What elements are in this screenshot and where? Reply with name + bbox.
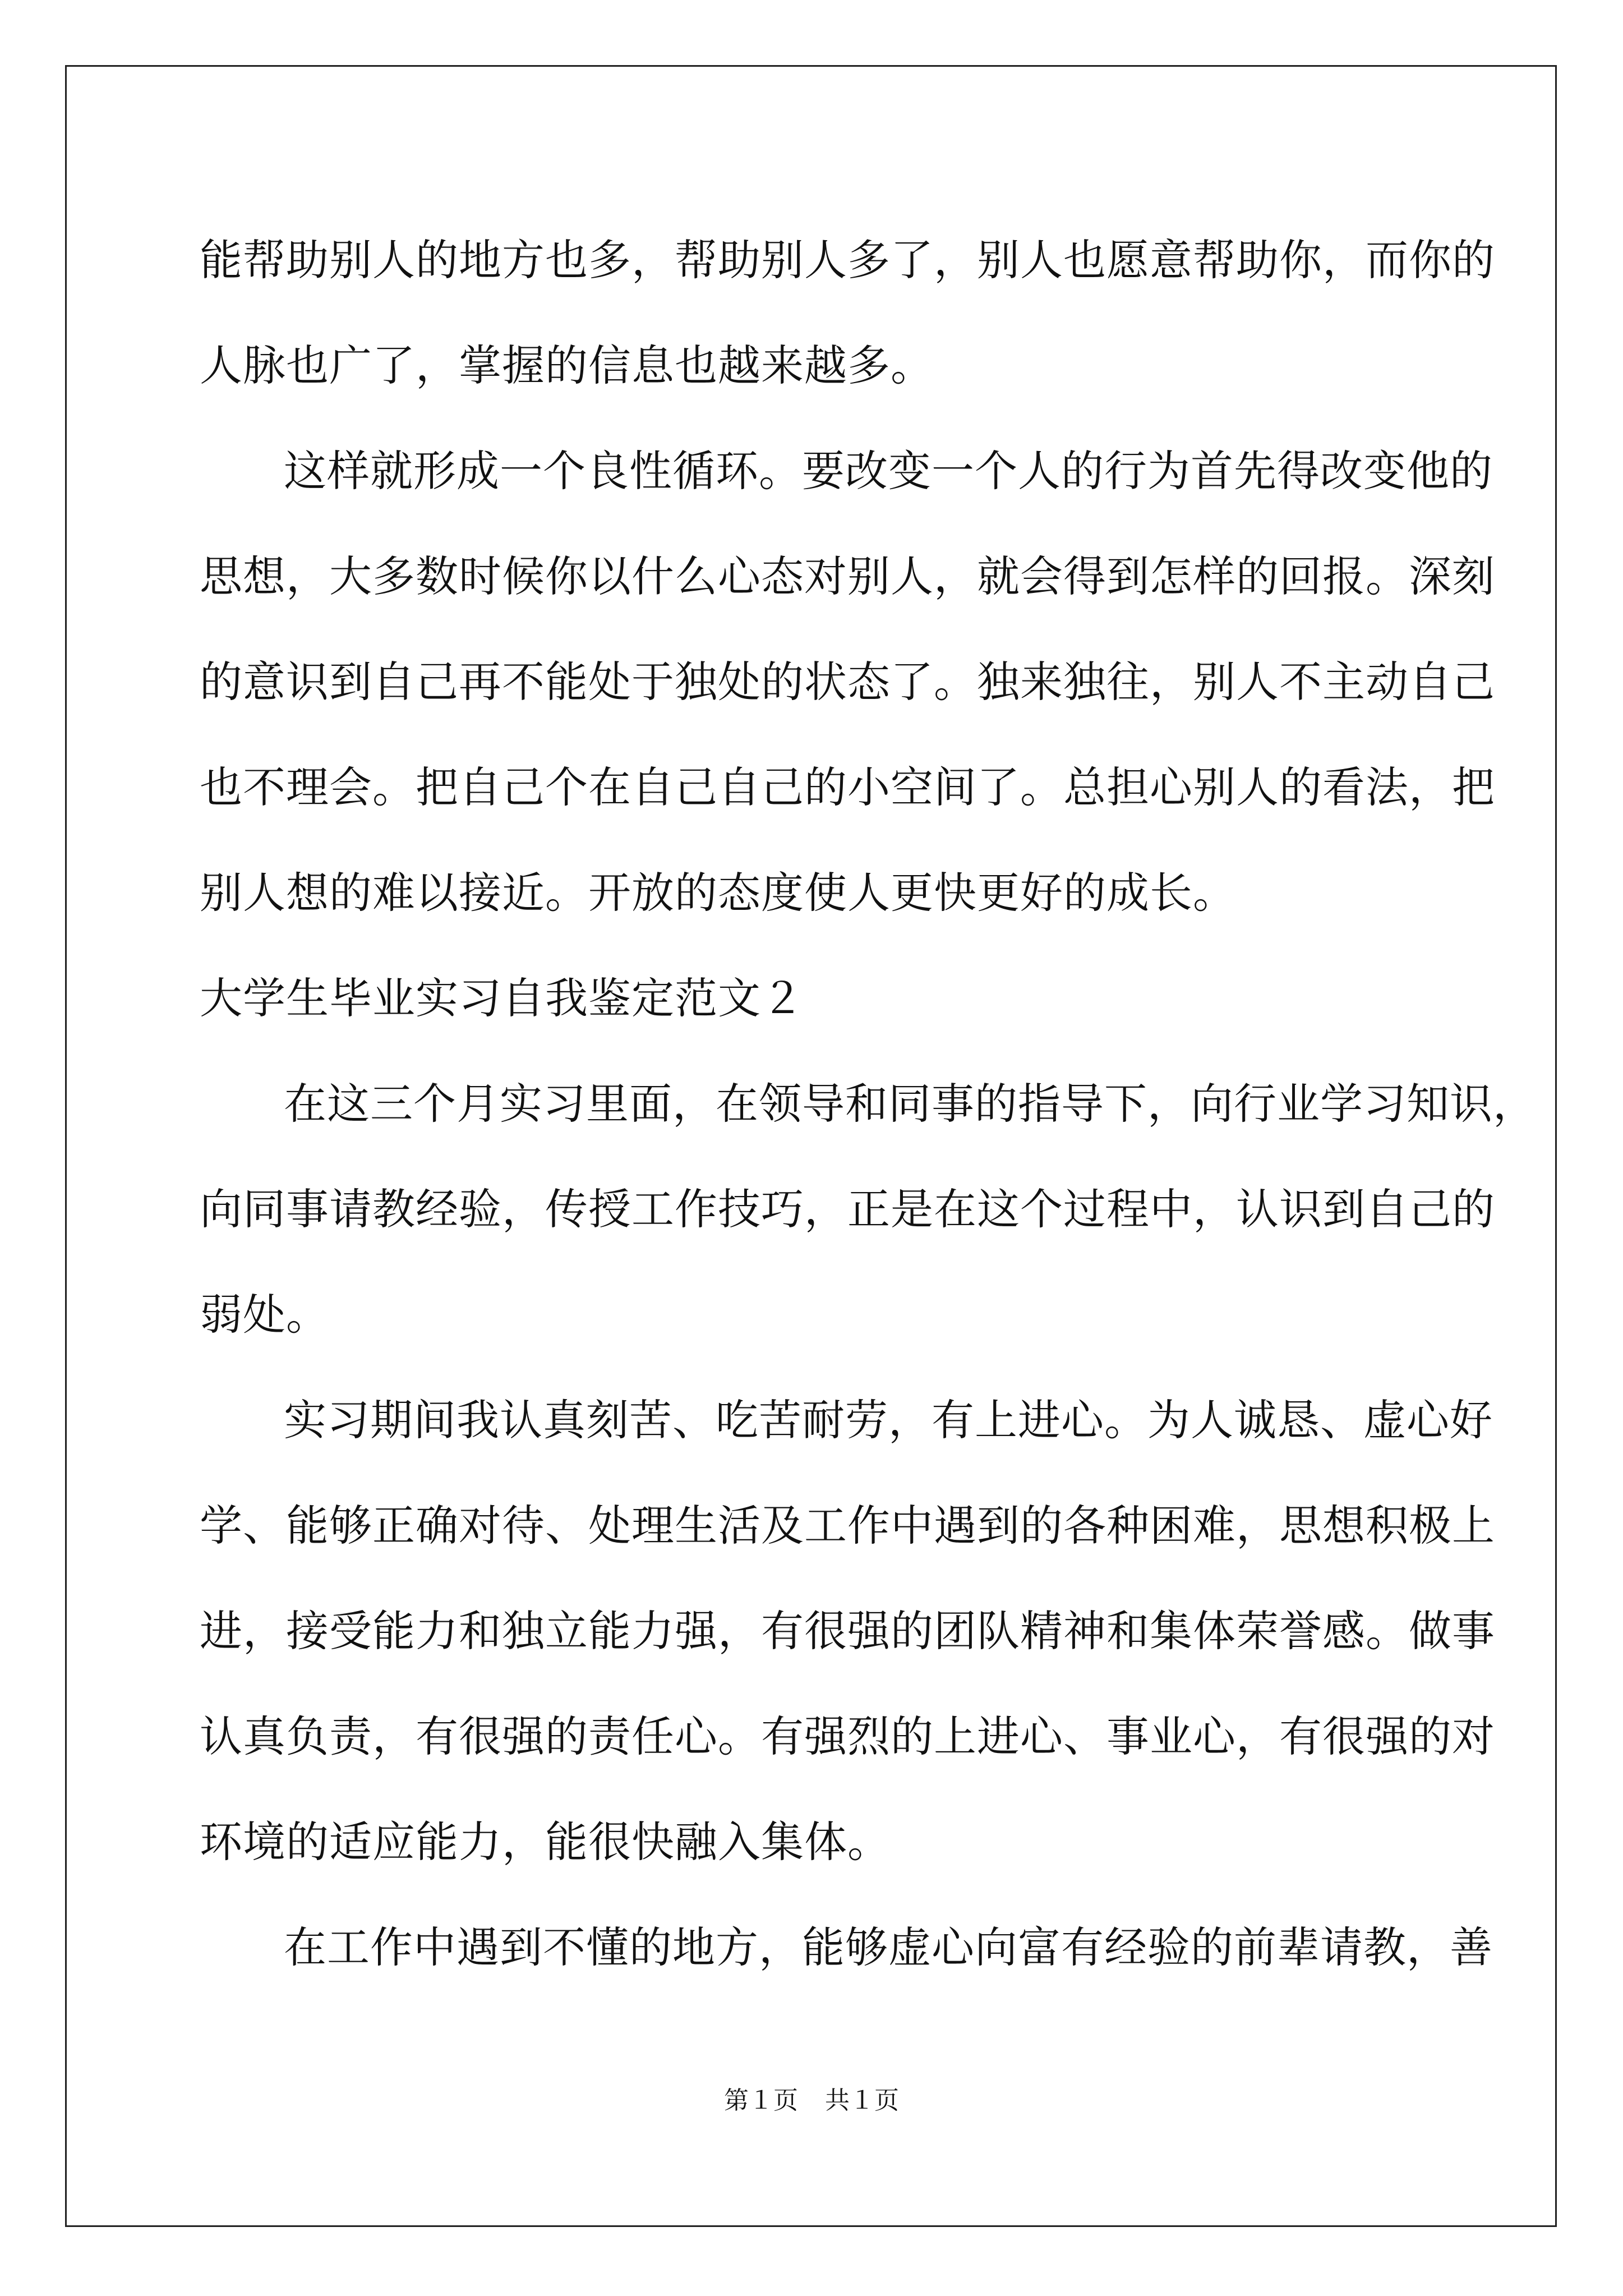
paragraph-start-line: 实习期间我认真刻苦、吃苦耐劳，有上进心。为人诚恳、虚心好 — [284, 1395, 1493, 1445]
page-number-total: 共１页 — [825, 2086, 899, 2115]
paragraph-start-line: 这样就形成一个良性循环。要改变一个人的行为首先得改变他的 — [284, 446, 1493, 496]
text-line: 向同事请教经验，传授工作技巧，正是在这个过程中，认识到自己的 — [200, 1184, 1495, 1234]
text-line: 进，接受能力和独立能力强，有很强的团队精神和集体荣誉感。做事 — [200, 1606, 1495, 1656]
text-line: 的意识到自己再不能处于独处的状态了。独来独往，别人不主动自己 — [200, 657, 1495, 707]
section-heading: 大学生毕业实习自我鉴定范文２ — [200, 973, 804, 1023]
page-footer — [0, 2084, 1623, 2118]
text-line: 也不理会。把自己个在自己自己的小空间了。总担心别人的看法，把 — [200, 762, 1495, 812]
text-line: 弱处。 — [200, 1290, 329, 1340]
document-body — [200, 208, 1536, 2000]
text-line: 能帮助别人的地方也多，帮助别人多了，别人也愿意帮助你，而你的 — [200, 235, 1495, 285]
page-number-current: 第１页 — [724, 2086, 798, 2115]
text-line: 环境的适应能力，能很快融入集体。 — [200, 1817, 891, 1867]
text-line: 别人想的难以接近。开放的态度使人更快更好的成长。 — [200, 868, 1236, 918]
text-line: 思想，大多数时候你以什么心态对别人，就会得到怎样的回报。深刻 — [200, 551, 1495, 601]
text-line: 认真负责，有很强的责任心。有强烈的上进心、事业心，有很强的对 — [200, 1711, 1495, 1761]
text-line: 人脉也广了，掌握的信息也越来越多。 — [200, 341, 934, 390]
paragraph-start-line: 在这三个月实习里面，在领导和同事的指导下，向行业学习知识， — [284, 1079, 1536, 1129]
paragraph-start-line: 在工作中遇到不懂的地方，能够虚心向富有经验的前辈请教，善 — [284, 1922, 1493, 1972]
text-line: 学、能够正确对待、处理生活及工作中遇到的各种困难，思想积极上 — [200, 1501, 1495, 1550]
